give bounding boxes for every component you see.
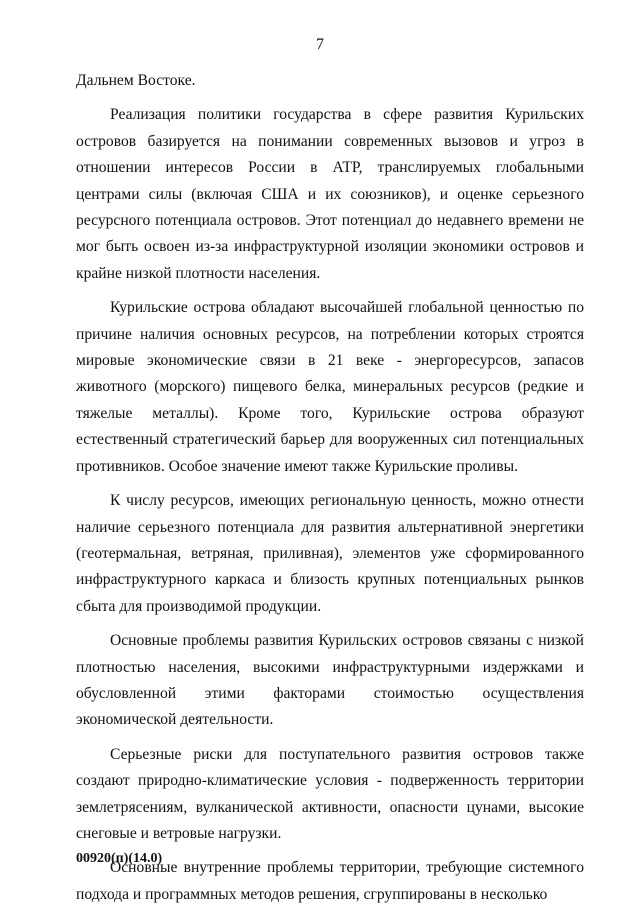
paragraph-main-problems: Основные проблемы развития Курильских островов связаны с низкой плотностью населения, высокими инфраструктурными издержками и обусловленной этими факторами стоимостью осуществления экономической деятельности.	[76, 632, 584, 729]
document-body	[76, 68, 584, 908]
paragraph-policy: Реализация политики государства в сфере развития Курильских островов базируется на понимании современных вызовов и угроз в отношении интересов России в АТР, транслируемых глобальными центрами силы (включая США и их союзников), и оценке серьезного ресурсного потенциала островов. Этот потенциал до недавнего времени не мог быть освоен из-за инфраструктурной изоляции экономики островов и крайне низкой плотности населения.	[76, 106, 584, 282]
paragraph-internal-problems: Основные внутренние проблемы территории, требующие системного подхода и программных методов решения, сгруппированы в несколько	[76, 859, 584, 903]
document-footer-code: 00920(п)(14.0)	[76, 851, 163, 866]
paragraph-continuation: Дальнем Востоке.	[76, 72, 196, 89]
paragraph-regional-resources: К числу ресурсов, имеющих региональную ценность, можно отнести наличие серьезного потенциала для развития альтернативной энергетики (геотермальная, ветряная, приливная), элементов уже сформированного инфраструктурного каркаса и близость крупных потенциальных рынков сбыта для производимой продукции.	[76, 492, 584, 615]
paragraph-risks: Серьезные риски для поступательного развития островов также создают природно-климатические условия - подверженность территории землетрясениям, вулканической активности, опасности цунами, высокие снеговые и ветровые нагрузки.	[76, 745, 584, 842]
page-number: 7	[316, 36, 324, 53]
paragraph-global-value: Курильские острова обладают высочайшей глобальной ценностью по причине наличия основных ресурсов, на потреблении которых строятся мировые экономические связи в 21 веке - энергоресурсов, запасов животного (морского) пищевого белка, минеральных ресурсов (редкие и тяжелые металлы). Кроме того, Курильские острова образуют естественный стратегический барьер для вооруженных сил потенциальных противников. Особое значение имеют также Курильские проливы.	[76, 299, 584, 475]
